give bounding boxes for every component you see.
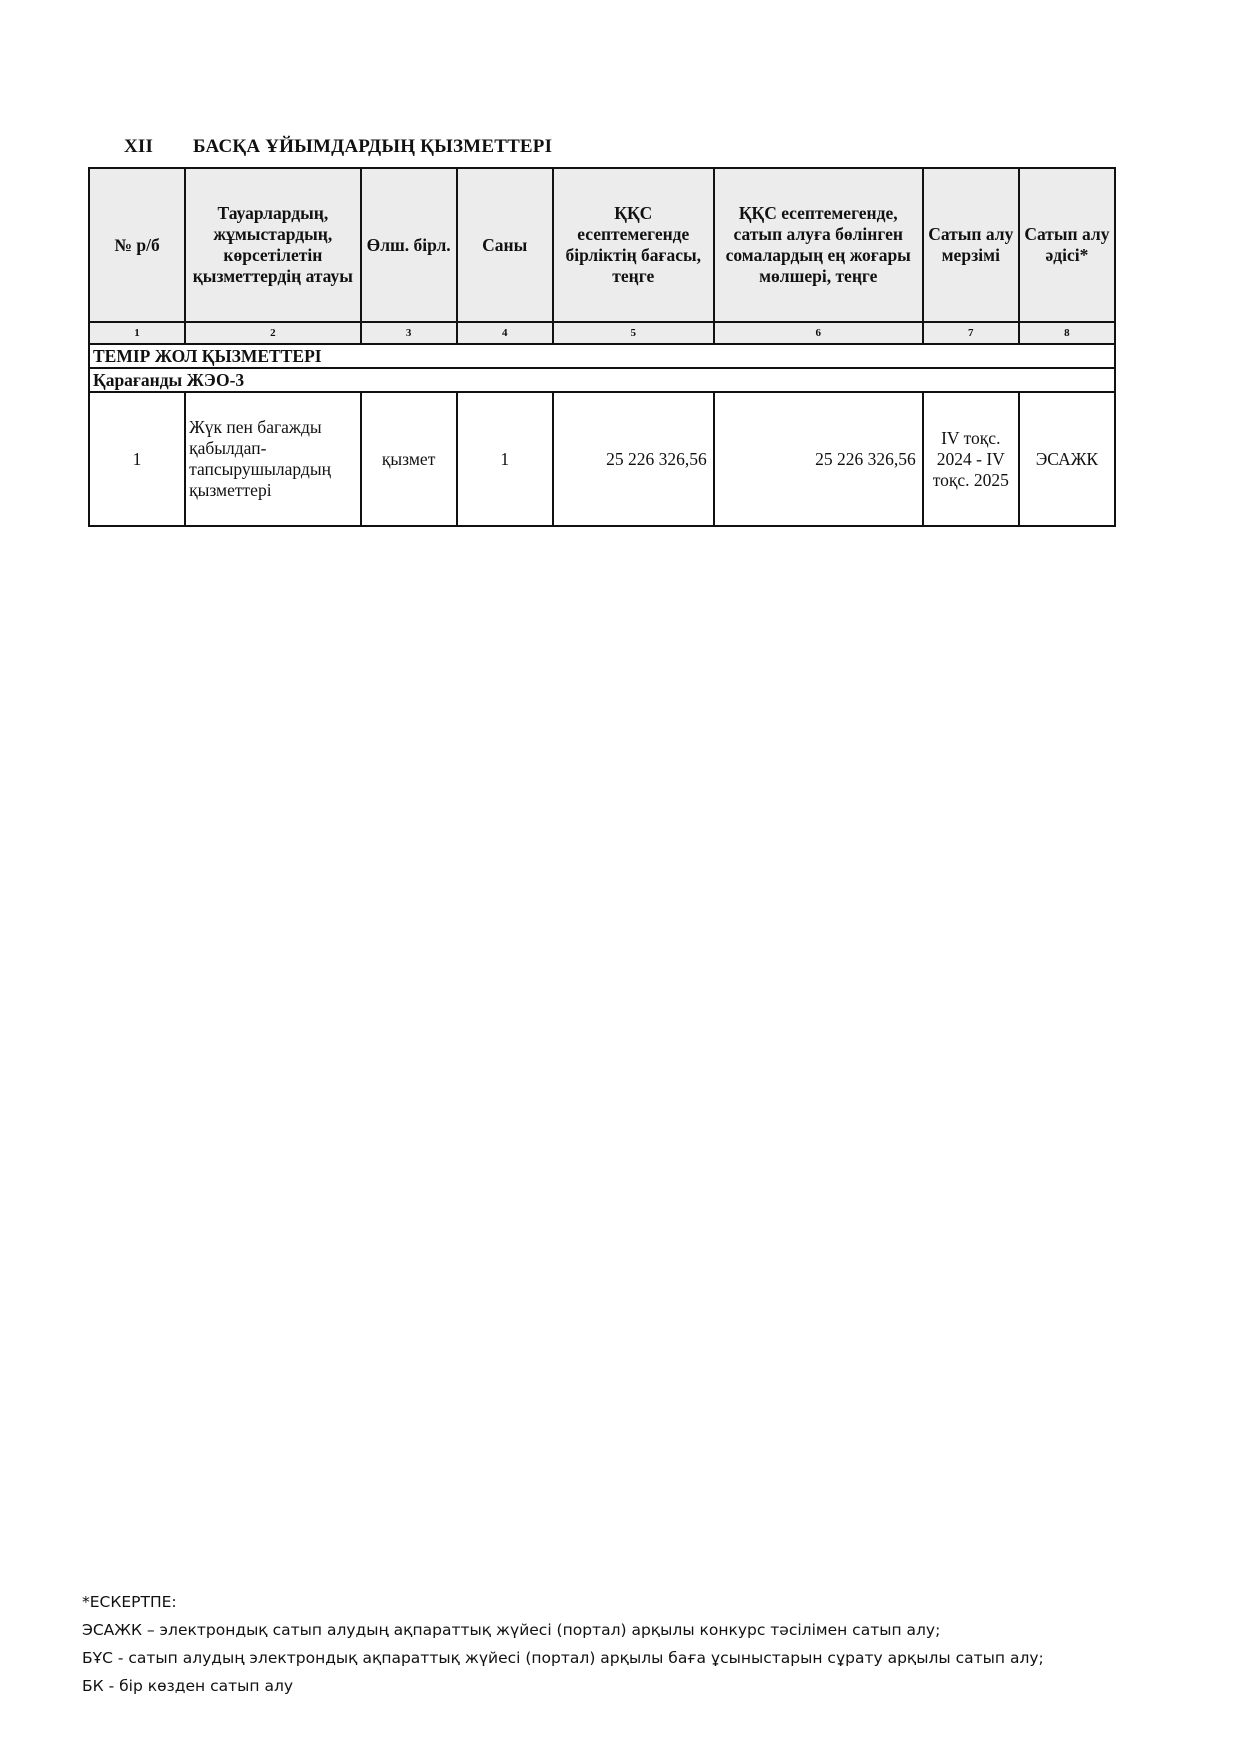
header-cell-unit-price: ҚҚС есептемегенде бірліктің бағасы, теңге	[553, 168, 714, 322]
column-number: 5	[553, 322, 714, 344]
cell-method: ЭСАЖК	[1019, 392, 1115, 526]
column-number: 2	[185, 322, 360, 344]
column-number: 8	[1019, 322, 1115, 344]
footnote-line: ЭСАЖК – электрондық сатып алудың ақпараттық жүйесі (портал) арқылы конкурс тәсілімен сатып алу;	[82, 1621, 941, 1639]
cell-qty: 1	[457, 392, 553, 526]
header-cell-period: Сатып алу мерзімі	[923, 168, 1019, 322]
category-row	[89, 344, 1115, 368]
column-number: 4	[457, 322, 553, 344]
footnote-title: *ЕСКЕРТПЕ:	[82, 1593, 177, 1611]
column-number-row	[89, 322, 1115, 344]
column-number: 3	[361, 322, 457, 344]
category-label: ТЕМІР ЖОЛ ҚЫЗМЕТТЕРІ	[89, 344, 1115, 368]
table-row	[89, 392, 1115, 526]
footnote	[82, 1588, 1044, 1700]
section-title: БАСҚА ҰЙЫМДАРДЫҢ ҚЫЗМЕТТЕРІ	[192, 136, 553, 157]
footnote-line: БҰС - сатып алудың электрондық ақпараттық жүйесі (портал) арқылы баға ұсыныстарын сұрату арқылы сатып алу;	[82, 1649, 1044, 1667]
cell-period: IV тоқс. 2024 - IV тоқс. 2025	[923, 392, 1019, 526]
section-heading	[124, 136, 552, 158]
header-cell-no: № р/б	[89, 168, 185, 322]
cell-unit: қызмет	[361, 392, 457, 526]
header-row	[89, 168, 1115, 322]
subcategory-label: Қарағанды ЖЭО-3	[89, 368, 1115, 392]
header-cell-max-amount: ҚҚС есептемегенде, сатып алуға бөлінген сомалардың ең жоғары мөлшері, теңге	[714, 168, 923, 322]
procurement-table	[88, 167, 1116, 527]
column-number: 1	[89, 322, 185, 344]
header-cell-unit: Өлш. бірл.	[361, 168, 457, 322]
header-cell-method: Сатып алу әдісі*	[1019, 168, 1115, 322]
header-cell-name: Тауарлардың, жұмыстардың, көрсетілетін қызметтердің атауы	[185, 168, 360, 322]
cell-max-amount: 25 226 326,56	[714, 392, 923, 526]
cell-name: Жүк пен багажды қабылдап-тапсырушылардың қызметтері	[185, 392, 360, 526]
column-number: 7	[923, 322, 1019, 344]
header-cell-qty: Саны	[457, 168, 553, 322]
footnote-line: БК - бір көзден сатып алу	[82, 1677, 294, 1695]
column-number: 6	[714, 322, 923, 344]
section-number: XII	[124, 136, 154, 157]
cell-no: 1	[89, 392, 185, 526]
cell-unit-price: 25 226 326,56	[553, 392, 714, 526]
subcategory-row	[89, 368, 1115, 392]
